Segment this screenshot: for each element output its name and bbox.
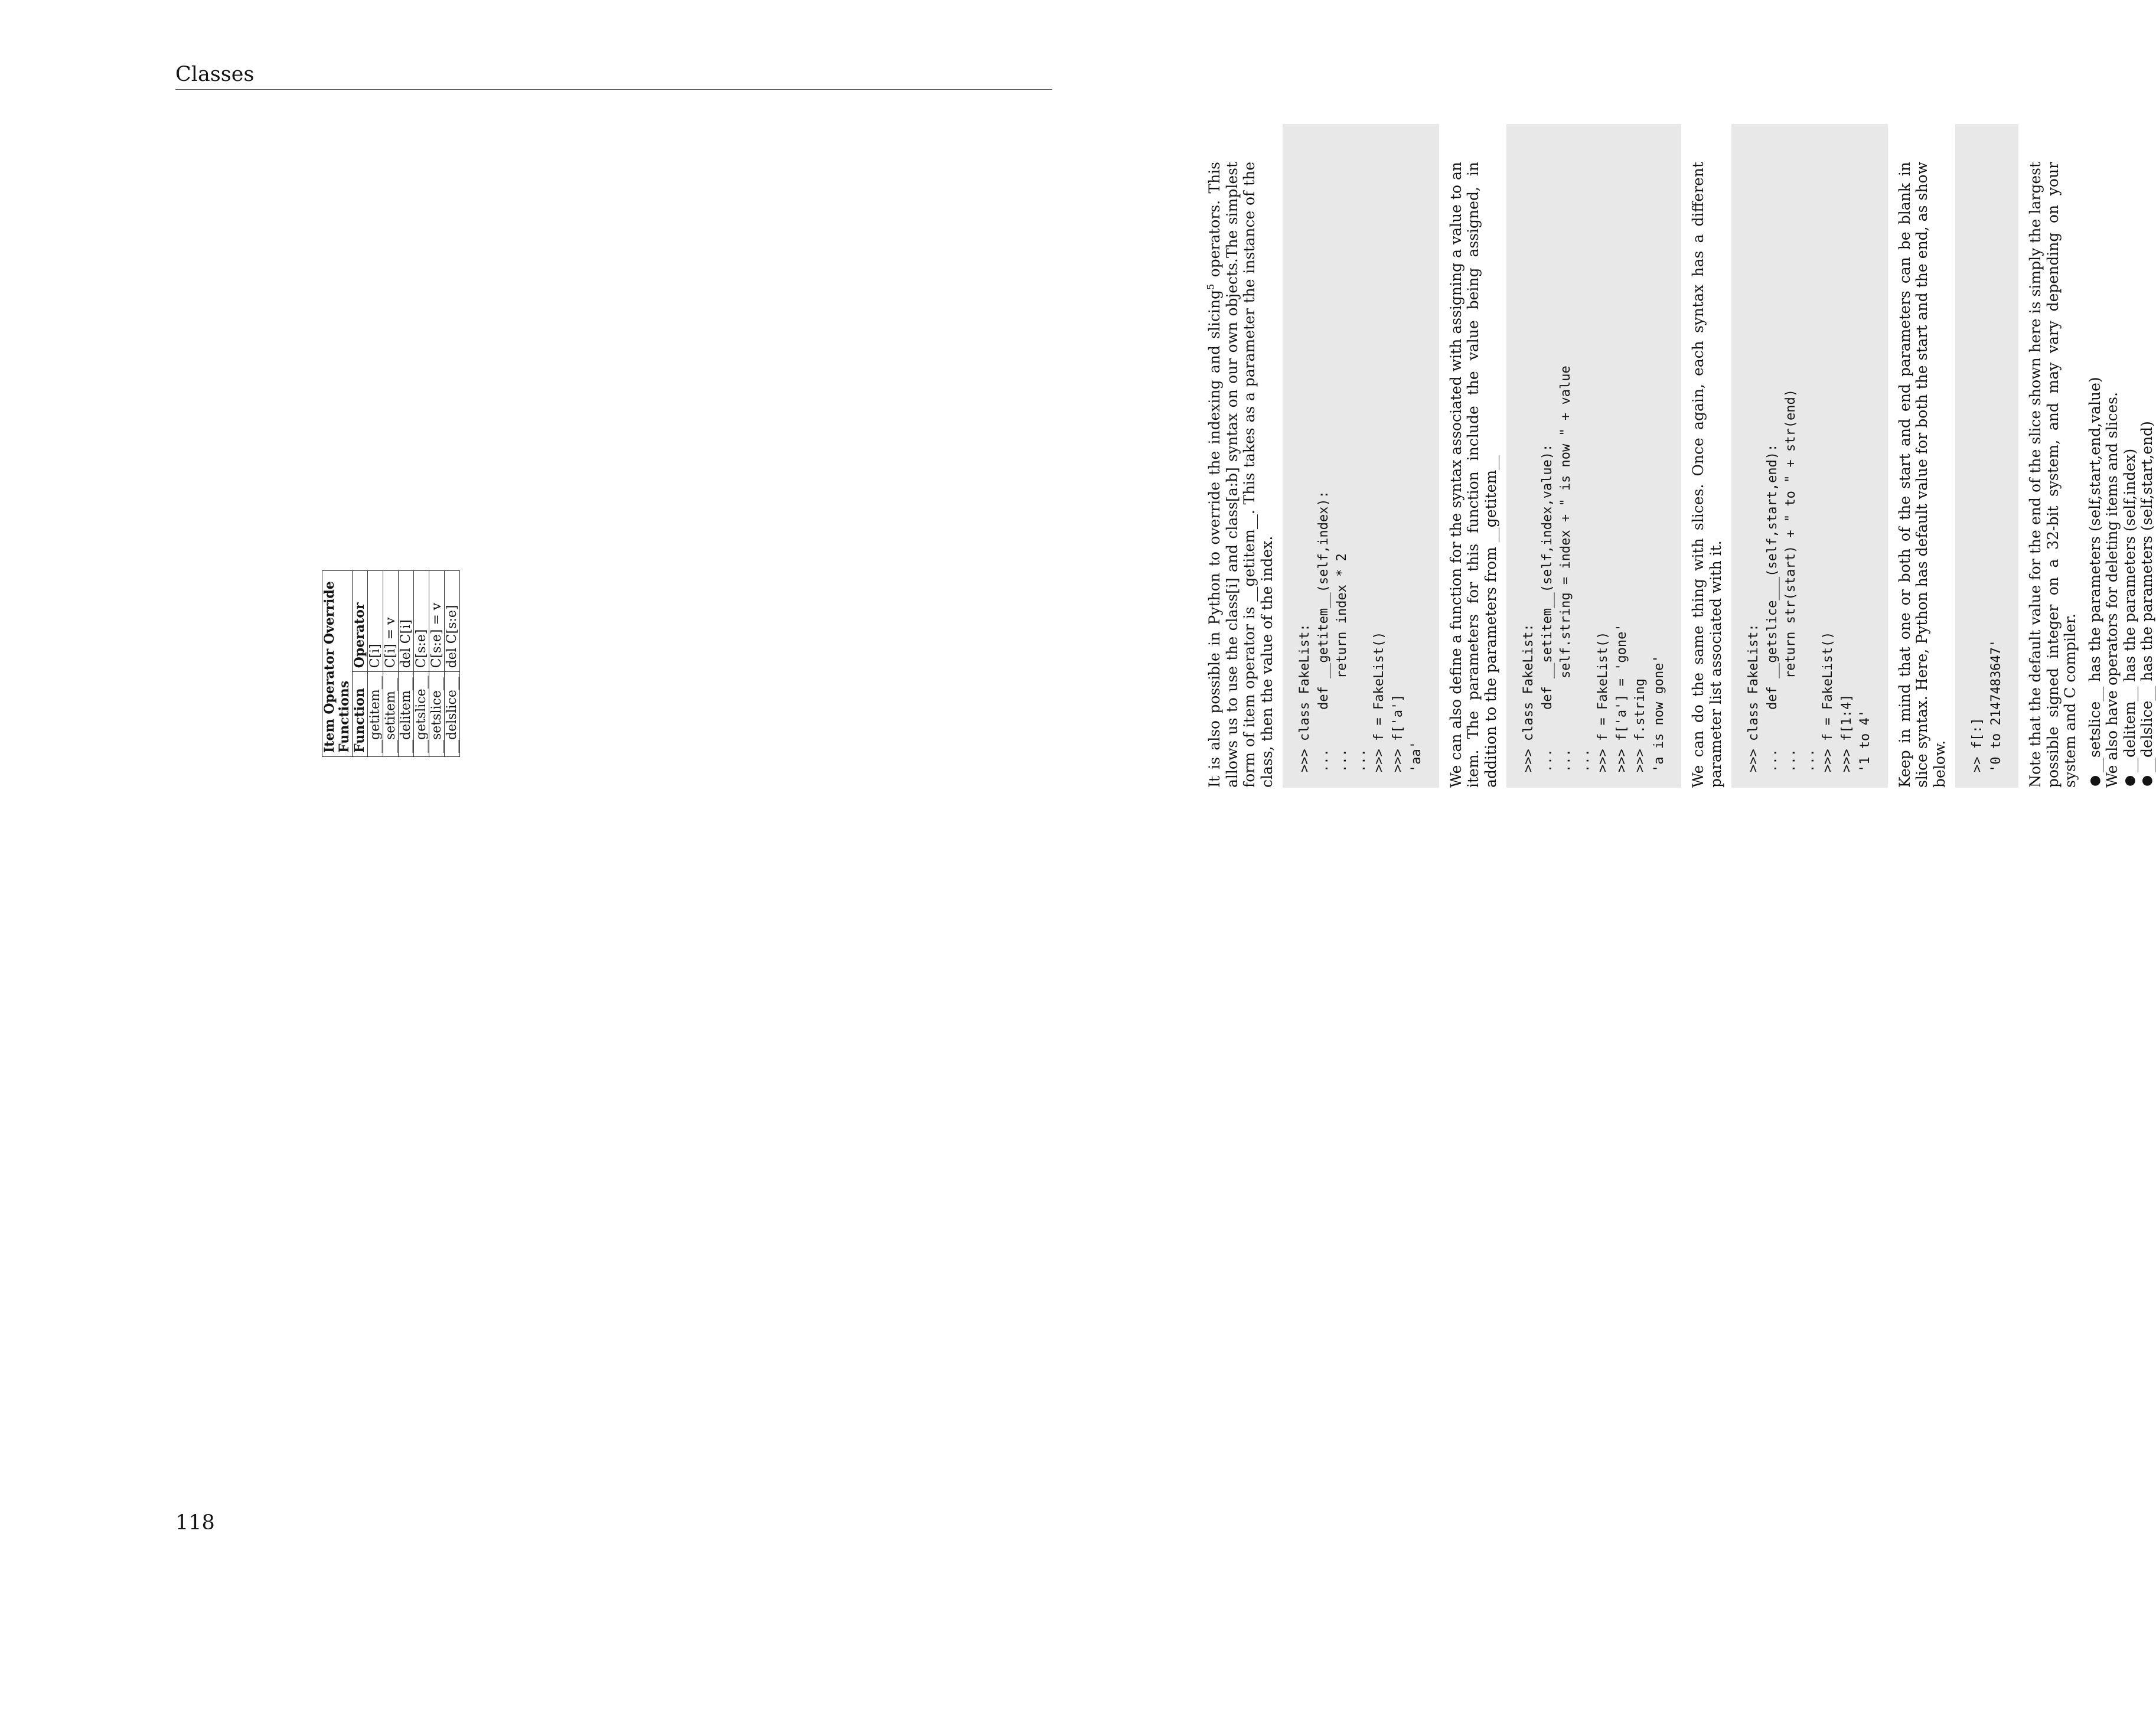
- table-row: [399, 571, 414, 757]
- operator-cell: C[i]: [368, 571, 383, 672]
- operator-cell: del C[i]: [399, 571, 414, 672]
- running-header-title: Classes: [175, 63, 255, 86]
- function-cell: __delslice__: [445, 672, 460, 757]
- operator-cell: C[s:e] = v: [429, 571, 445, 672]
- code-block-getitem: [1283, 124, 1439, 788]
- list-item-text: We also have operators for deleting items and slices.: [2103, 391, 2121, 788]
- function-cell: __getslice__: [414, 672, 429, 757]
- list-item: [2138, 162, 2156, 788]
- code-block-setitem: [1506, 124, 1681, 788]
- code-line: >>> f.string: [1633, 678, 1648, 772]
- table-row: [429, 571, 445, 757]
- code-line: ... self.string = index + " is now " + value: [1558, 366, 1573, 772]
- function-cell: __setslice__: [429, 672, 445, 757]
- paragraph-slice-intro: We can do the same thing with slices. Once again, each syntax has a different parameter list associated with it.: [1689, 162, 1724, 788]
- list-item-text: __delslice__ has the parameters (self,start,end): [2138, 421, 2155, 772]
- code-line: 'a is now gone': [1651, 655, 1666, 772]
- code-line: >>> class FakeList:: [1521, 624, 1536, 772]
- list-item: [2103, 162, 2121, 788]
- paragraph-getitem-intro: [1206, 162, 1276, 788]
- table-row: [383, 571, 399, 757]
- code-line: 'aa': [1409, 741, 1424, 772]
- list-item-text: __setslice__ has the parameters (self,start,end,value): [2086, 377, 2103, 772]
- code-line: ... return index * 2: [1335, 553, 1349, 772]
- item-operator-override-table: [322, 570, 460, 757]
- column-header-operator: Operator: [353, 571, 368, 672]
- table-row: [445, 571, 460, 757]
- function-cell: __delitem__: [399, 672, 414, 757]
- bullet-icon: ●: [2139, 775, 2154, 787]
- code-line: >>> f = FakeList(): [1821, 631, 1835, 772]
- operator-cell: C[s:e]: [414, 571, 429, 672]
- table-row: [368, 571, 383, 757]
- table-title-row: [322, 571, 353, 757]
- list-item: [2121, 162, 2139, 788]
- code-line: ...: [1353, 749, 1368, 772]
- code-line: >>> class FakeList:: [1297, 624, 1312, 772]
- operator-cell: del C[s:e]: [445, 571, 460, 672]
- footnote-marker: 5: [1205, 283, 1216, 290]
- paragraph-slice-defaults: Keep in mind that one or both of the start and end parameters can be blank in slice syntax. Here, Python has default value for both the start and the end, as show below.: [1896, 162, 1948, 788]
- paragraph-text: It is also possible in Python to override the indexing and slicing: [1206, 289, 1223, 788]
- header-rule: [175, 89, 1052, 90]
- code-line: ... return str(start) + " to " + str(end): [1783, 389, 1798, 772]
- list-item-text: __delitem__ has the parameters (self,index): [2121, 448, 2138, 772]
- code-line: >>> f[1:4]: [1839, 694, 1854, 772]
- bullet-icon: ●: [2122, 775, 2137, 787]
- code-block-getslice: [1731, 124, 1888, 788]
- paragraph-slice-end-note: Note that the default value for the end of the slice shown here is simply the largest possible signed integer on a 32-bit system, and may vary depending on your system and C compiler.: [2027, 162, 2079, 788]
- code-line: >>> class FakeList:: [1746, 624, 1761, 772]
- code-line: ... def __setitem__(self,index,value):: [1539, 443, 1555, 772]
- operator-bullet-list: [2086, 162, 2156, 788]
- code-line: >>> f['a']: [1390, 694, 1405, 772]
- code-line: ... def __getslice___(self,start,end):: [1764, 443, 1780, 772]
- code-line: ...: [1802, 749, 1817, 772]
- code-line: >>> f = FakeList(): [1596, 631, 1610, 772]
- list-item: [2086, 162, 2104, 788]
- code-line: '1 to 4': [1858, 710, 1873, 772]
- table-header-row: [353, 571, 368, 757]
- table-row: [414, 571, 429, 757]
- function-cell: __getitem__: [368, 672, 383, 757]
- function-cell: __setitem__: [383, 672, 399, 757]
- code-line: >>> f['a'] = 'gone': [1614, 624, 1629, 772]
- code-line: ...: [1577, 749, 1592, 772]
- operator-cell: C[i] = v: [383, 571, 399, 672]
- paragraph-setitem-intro: We can also define a function for the syntax associated with assigning a value to an item. The parameters for this function include the value being assigned, in addition to the parameters from __getitem__: [1447, 162, 1499, 788]
- rotated-table-wrapper: [322, 167, 460, 757]
- table-title: Item Operator Override Functions: [322, 571, 353, 757]
- code-line: >> f[:]: [1970, 717, 1985, 772]
- column-header-function: Function: [353, 672, 368, 757]
- page-number: 118: [175, 1511, 215, 1535]
- rotated-body-text: [1206, 0, 2156, 788]
- bullet-icon: ●: [2087, 775, 2102, 787]
- code-line: '0 to 2147483647': [1988, 639, 2004, 772]
- code-block-slice-default: [1955, 124, 2018, 788]
- code-line: ... def __getitem__(self,index):: [1316, 491, 1331, 772]
- code-line: >>> f = FakeList(): [1372, 631, 1387, 772]
- paragraph-text: operators. This allows us to use the class[i] and class[a:b] syntax on our own objects.The simplest form of item operator is __getitem__. This takes as a parameter the instance of the class, then the value of the index.: [1206, 162, 1276, 788]
